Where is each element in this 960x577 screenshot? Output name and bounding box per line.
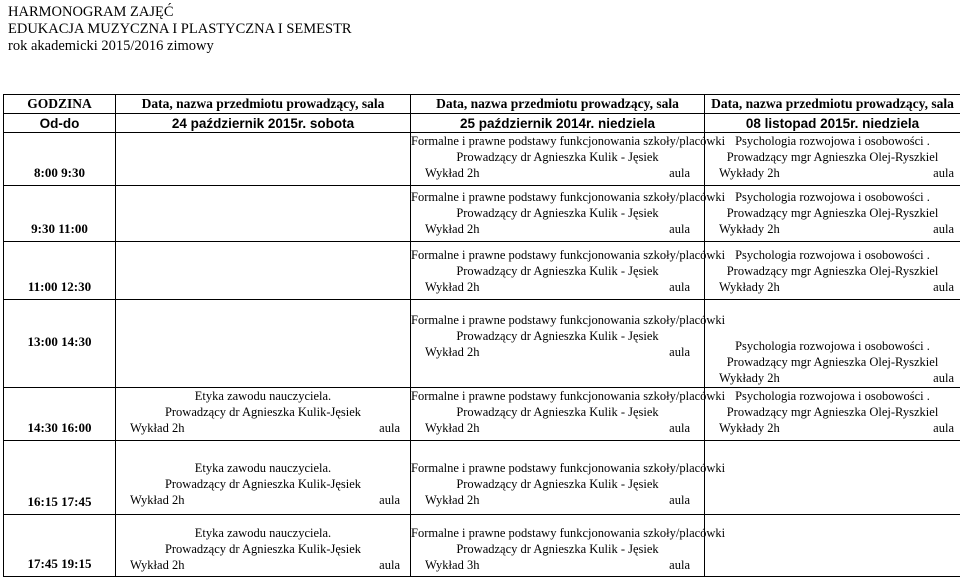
course-name: Formalne i prawne podstawy funkcjonowania szkoły/placówki <box>411 460 704 476</box>
course-teacher: Prowadzący dr Agnieszka Kulik-Jęsiek <box>116 404 410 420</box>
course-teacher: Prowadzący mgr Agnieszka Olej-Ryszkiel <box>705 205 960 221</box>
course-teacher: Prowadzący dr Agnieszka Kulik - Jęsiek <box>411 541 704 557</box>
course-kind: Wykład 3h <box>425 557 479 573</box>
course-teacher: Prowadzący dr Agnieszka Kulik - Jęsiek <box>411 149 704 165</box>
course-name: Psychologia rozwojowa i osobowości . <box>705 189 960 205</box>
course-room: aula <box>933 370 954 386</box>
schedule-cell <box>705 133 960 186</box>
course-room: aula <box>933 165 954 181</box>
table-row <box>4 242 960 300</box>
course-kind: Wykład 2h <box>130 557 184 573</box>
course-name: Formalne i prawne podstawy funkcjonowania szkoły/placówki <box>411 133 704 149</box>
course-room: aula <box>669 221 690 237</box>
course-entry <box>411 300 704 360</box>
course-kind: Wykłady 2h <box>719 221 780 237</box>
course-entry <box>116 460 410 514</box>
course-kind: Wykład 2h <box>425 279 479 295</box>
empty-cell <box>116 133 411 186</box>
course-kind: Wykład 2h <box>425 492 479 508</box>
course-teacher: Prowadzący mgr Agnieszka Olej-Ryszkiel <box>705 354 960 370</box>
schedule-cell <box>411 515 705 577</box>
course-teacher: Prowadzący dr Agnieszka Kulik - Jęsiek <box>411 476 704 492</box>
course-teacher: Prowadzący mgr Agnieszka Olej-Ryszkiel <box>705 149 960 165</box>
course-kind: Wykład 2h <box>130 420 184 436</box>
course-room: aula <box>669 165 690 181</box>
course-name: Psychologia rozwojowa i osobowości . <box>705 338 960 354</box>
course-entry <box>411 247 704 299</box>
header-col-2: Data, nazwa przedmiotu prowadzący, sala <box>411 95 705 114</box>
schedule-cell <box>411 186 705 242</box>
time-slot: 9:30 11:00 <box>4 186 116 242</box>
title-line-1: HARMONOGRAM ZAJĘĆ <box>8 4 352 21</box>
schedule-cell <box>116 441 411 515</box>
course-kind: Wykłady 2h <box>719 420 780 436</box>
course-entry <box>411 525 704 576</box>
course-entry <box>116 525 410 576</box>
course-entry <box>411 460 704 514</box>
empty-cell <box>116 186 411 242</box>
course-teacher: Prowadzący dr Agnieszka Kulik - Jęsiek <box>411 205 704 221</box>
course-name: Psychologia rozwojowa i osobowości . <box>705 133 960 149</box>
course-name: Formalne i prawne podstawy funkcjonowania szkoły/placówki <box>411 312 704 328</box>
course-room: aula <box>669 279 690 295</box>
header-od-do: Od-do <box>4 114 116 133</box>
course-teacher: Prowadzący dr Agnieszka Kulik-Jęsiek <box>116 541 410 557</box>
course-teacher: Prowadzący dr Agnieszka Kulik - Jęsiek <box>411 404 704 420</box>
header-col-3: Data, nazwa przedmiotu prowadzący, sala <box>705 95 960 114</box>
course-entry <box>411 189 704 241</box>
course-entry <box>705 338 960 387</box>
course-name: Etyka zawodu nauczyciela. <box>116 388 410 404</box>
course-teacher: Prowadzący dr Agnieszka Kulik-Jęsiek <box>116 476 410 492</box>
course-kind: Wykład 2h <box>130 492 184 508</box>
schedule-cell <box>411 242 705 300</box>
time-slot: 11:00 12:30 <box>4 242 116 300</box>
schedule-cell <box>705 242 960 300</box>
course-entry <box>411 133 704 185</box>
dates-row <box>4 114 960 133</box>
header-row <box>4 95 960 114</box>
course-entry <box>705 133 960 185</box>
course-kind: Wykład 2h <box>425 165 479 181</box>
course-entry <box>705 247 960 299</box>
course-teacher: Prowadzący dr Agnieszka Kulik - Jęsiek <box>411 328 704 344</box>
title-line-3: rok akademicki 2015/2016 zimowy <box>8 38 352 55</box>
date-3: 08 listopad 2015r. niedziela <box>705 114 960 133</box>
schedule-cell <box>411 388 705 441</box>
schedule-table <box>3 94 960 577</box>
course-name: Formalne i prawne podstawy funkcjonowania szkoły/placówki <box>411 247 704 263</box>
date-1: 24 październik 2015r. sobota <box>116 114 411 133</box>
course-room: aula <box>379 420 400 436</box>
course-entry <box>705 189 960 241</box>
course-room: aula <box>669 344 690 360</box>
course-room: aula <box>933 279 954 295</box>
schedule-cell <box>116 388 411 441</box>
course-room: aula <box>669 492 690 508</box>
course-kind: Wykłady 2h <box>719 165 780 181</box>
title-line-2: EDUKACJA MUZYCZNA I PLASTYCZNA I SEMESTR <box>8 21 352 38</box>
table-row <box>4 300 960 388</box>
empty-cell <box>116 300 411 388</box>
empty-cell <box>705 441 960 515</box>
time-slot: 14:30 16:00 <box>4 388 116 441</box>
schedule-cell <box>705 186 960 242</box>
course-name: Formalne i prawne podstawy funkcjonowania szkoły/placówki <box>411 189 704 205</box>
course-name: Formalne i prawne podstawy funkcjonowania szkoły/placówki <box>411 525 704 541</box>
document-title <box>8 4 352 55</box>
time-slot: 8:00 9:30 <box>4 133 116 186</box>
course-name: Psychologia rozwojowa i osobowości . <box>705 247 960 263</box>
course-kind: Wykład 2h <box>425 344 479 360</box>
schedule-cell <box>705 388 960 441</box>
table-row <box>4 441 960 515</box>
course-name: Etyka zawodu nauczyciela. <box>116 460 410 476</box>
course-kind: Wykład 2h <box>425 420 479 436</box>
table-row <box>4 133 960 186</box>
course-name: Etyka zawodu nauczyciela. <box>116 525 410 541</box>
course-teacher: Prowadzący mgr Agnieszka Olej-Ryszkiel <box>705 263 960 279</box>
course-room: aula <box>669 420 690 436</box>
table-row <box>4 515 960 577</box>
time-slot: 13:00 14:30 <box>4 300 116 388</box>
course-teacher: Prowadzący dr Agnieszka Kulik - Jęsiek <box>411 263 704 279</box>
schedule-cell <box>411 133 705 186</box>
empty-cell <box>705 515 960 577</box>
schedule-cell <box>116 515 411 577</box>
course-room: aula <box>379 492 400 508</box>
header-col-1: Data, nazwa przedmiotu prowadzący, sala <box>116 95 411 114</box>
course-kind: Wykłady 2h <box>719 279 780 295</box>
schedule-cell <box>705 300 960 388</box>
date-2: 25 październik 2014r. niedziela <box>411 114 705 133</box>
course-kind: Wykład 2h <box>425 221 479 237</box>
course-teacher: Prowadzący mgr Agnieszka Olej-Ryszkiel <box>705 404 960 420</box>
table-row <box>4 186 960 242</box>
schedule-cell <box>411 441 705 515</box>
header-godzina: GODZINA <box>4 95 116 114</box>
time-slot: 17:45 19:15 <box>4 515 116 577</box>
schedule-cell <box>411 300 705 388</box>
course-kind: Wykłady 2h <box>719 370 780 386</box>
course-entry <box>116 388 410 440</box>
table-row <box>4 388 960 441</box>
course-room: aula <box>933 420 954 436</box>
course-room: aula <box>669 557 690 573</box>
course-name: Psychologia rozwojowa i osobowości . <box>705 388 960 404</box>
empty-cell <box>116 242 411 300</box>
course-entry <box>411 388 704 440</box>
course-room: aula <box>379 557 400 573</box>
time-slot: 16:15 17:45 <box>4 441 116 515</box>
course-name: Formalne i prawne podstawy funkcjonowania szkoły/placówki <box>411 388 704 404</box>
course-entry <box>705 388 960 440</box>
course-room: aula <box>933 221 954 237</box>
